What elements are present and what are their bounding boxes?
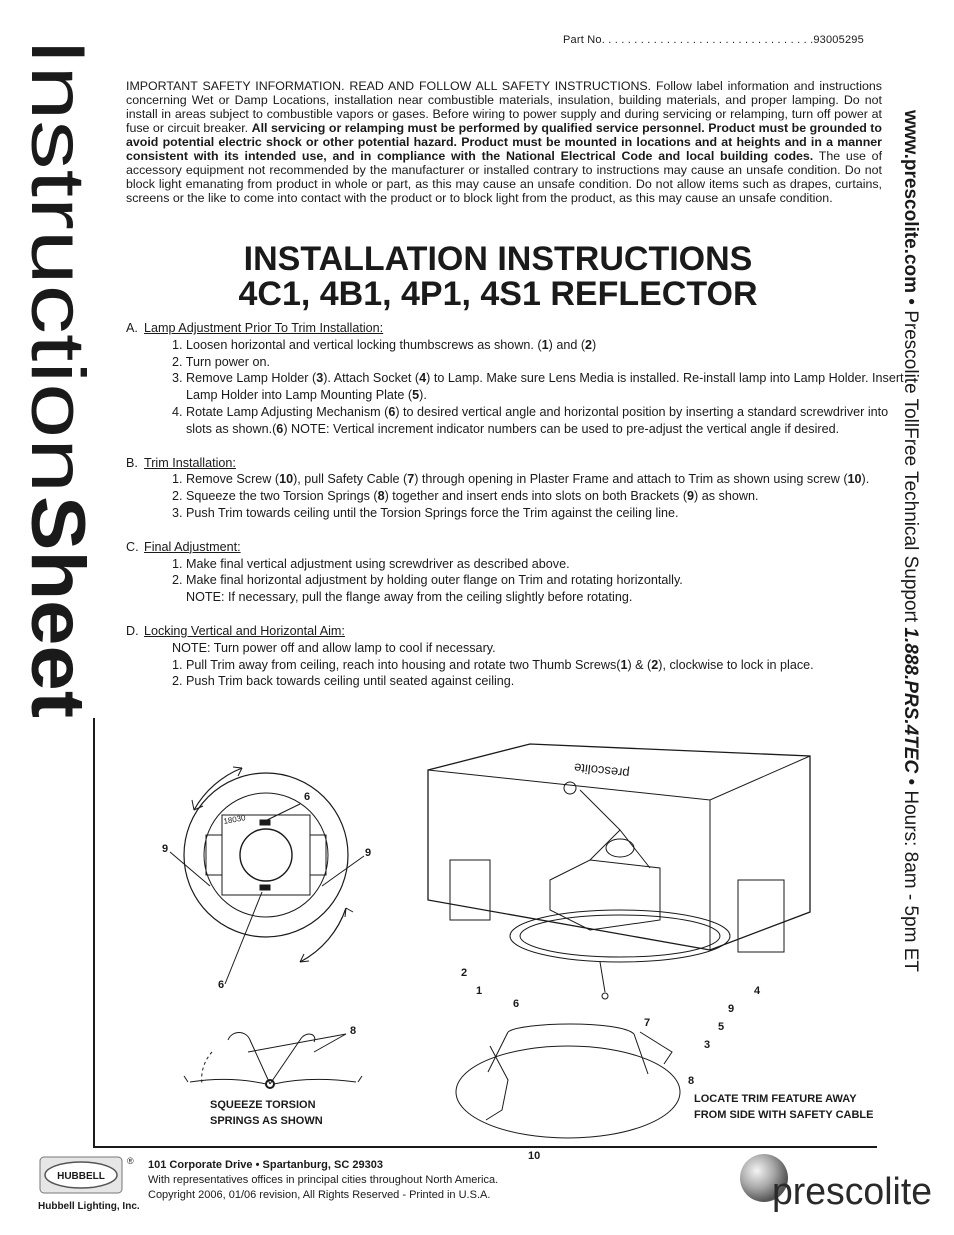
callout: 8 [350, 1025, 357, 1037]
section-title: Trim Installation: [144, 455, 236, 470]
callout: 10 [528, 1150, 541, 1162]
installation-diagram [150, 730, 910, 1162]
caption-springs-line1: SQUEEZE TORSION [210, 1099, 316, 1111]
website-link[interactable]: www.prescolite.com [900, 110, 921, 294]
caption-trim-line2: FROM SIDE WITH SAFETY CABLE [694, 1109, 874, 1121]
section-title: Final Adjustment: [144, 539, 241, 554]
section-letter: B. [126, 455, 138, 470]
step-a2: 2. Turn power on. [172, 354, 271, 369]
torsion-spring-detail [184, 1033, 362, 1089]
footer-info [148, 1158, 498, 1203]
registered-mark: ® [127, 1156, 134, 1166]
section-b-heading [126, 455, 906, 472]
housing-label: prescolite [573, 760, 631, 782]
callout: 3 [704, 1039, 711, 1051]
callout: 6 [513, 998, 520, 1010]
part-number-value: 93005295 [813, 34, 864, 46]
hubbell-company-name: Hubbell Lighting, Inc. [38, 1201, 140, 1212]
note-d: NOTE: Turn power off and allow lamp to cool if necessary. [172, 640, 496, 655]
callout: 7 [644, 1017, 651, 1029]
title-line-1: INSTALLATION INSTRUCTIONS [243, 240, 753, 278]
footer-address: 101 Corporate Drive • Spartanburg, SC 29303 [148, 1159, 383, 1171]
recessed-housing [428, 744, 810, 999]
section-letter: C. [126, 539, 139, 554]
hubbell-logo [38, 1155, 138, 1211]
callout: 9 [728, 1003, 735, 1015]
safety-text-2: The use of accessory equipment not recommended by the manufacturer or installed contrary to instructions may cause an unsafe condition. Do not block light emanating from product in whole or part, as this may cause an unsafe condition. Do not allow items such as drapes, curtains, screens or the like to come into contact with the product or to block light from the product, as this may cause an unsafe condition. [126, 149, 883, 205]
section-letter: D. [126, 623, 139, 638]
step-d1: 1. Pull Trim away from ceiling, reach into housing and rotate two Thumb Screws(1) & (2), clockwise to lock in place. [172, 657, 814, 672]
step-b2: 2. Squeeze the two Torsion Springs (8) together and insert ends into slots on both Brackets (9) as shown. [172, 489, 759, 504]
step-d2: 2. Push Trim back towards ceiling until seated against ceiling. [172, 674, 515, 689]
svg-text:Sheet [15, 496, 100, 718]
callout: 5 [718, 1021, 725, 1033]
callout: 4 [754, 985, 761, 997]
step-a3: 3. Remove Lamp Holder (3). Attach Socket (4) to Lamp. Make sure Lens Media is installed. Re-install lamp into Lamp Holder. Insert Lamp Holder into Lamp Mounting Plate (5). [172, 371, 904, 403]
callout: 8 [688, 1075, 695, 1087]
callout: 1 [476, 985, 483, 997]
brand-word-instruction: Instruction [15, 38, 100, 389]
trim-reflector [456, 1024, 680, 1138]
callout: 6 [218, 979, 225, 991]
safety-text-bold: All servicing or relamping must be performed by qualified service personnel. Product must be grounded to avoid potential electric shock or other potential hazard. Product must be mounted in locations and at heights and in a manner consistent with its intended use, and in compliance with the National Electrical Code and local building codes. [126, 121, 882, 163]
support-bullet: • [900, 773, 921, 791]
note-c: NOTE: If necessary, pull the flange away from the ceiling slightly before rotating. [186, 590, 633, 605]
section-d-heading [126, 623, 906, 640]
page-title [126, 242, 870, 312]
step-b3: 3. Push Trim towards ceiling until the Torsion Springs force the Trim against the ceiling line. [172, 505, 679, 520]
part-number-label: Part No. [563, 34, 605, 46]
support-label: • Prescolite TollFree Technical Support [900, 293, 921, 628]
section-title: Lamp Adjustment Prior To Trim Installation: [144, 321, 384, 335]
step-c1: 1. Make final vertical adjustment using screwdriver as described above. [172, 556, 570, 571]
top-view-trim [170, 767, 364, 984]
svg-text:Instruction [15, 38, 100, 493]
safety-information [126, 79, 882, 205]
frame-vertical-rule [93, 718, 95, 1148]
figure-captions [210, 1093, 873, 1127]
prescolite-logo [738, 1152, 938, 1218]
step-c2: 2. Make final horizontal adjustment by holding outer flange on Trim and rotating horizontally. [172, 573, 683, 588]
title-line-2: 4C1, 4B1, 4P1, 4S1 REFLECTOR [238, 275, 758, 313]
section-c-heading [126, 539, 906, 556]
safety-text-1: IMPORTANT SAFETY INFORMATION. READ AND FOLLOW ALL SAFETY INSTRUCTIONS. Follow label information and instructions concerning Wet or Damp Locations, installation near combustible materials, insulation, building materials, and proper lamping. Do not install in areas subject to combustible vapors or gases. Before wiring to power supply and during servicing or relamping, turn off power at fuse or circuit breaker. [126, 79, 882, 135]
part-number [563, 34, 864, 46]
support-hours: Hours: 8am - 5pm ET [900, 790, 921, 972]
footer-copyright: Copyright 2006, 01/06 revision, All Rights Reserved - Printed in U.S.A. [148, 1189, 491, 1201]
support-phone[interactable]: 1.888.PRS.4TEC [900, 627, 921, 774]
instruction-sections [126, 320, 906, 690]
callout: 6 [304, 791, 311, 803]
top-view-code: 18030 [222, 813, 247, 826]
section-title: Locking Vertical and Horizontal Aim: [144, 623, 345, 638]
callout: 9 [162, 843, 169, 855]
footer-representatives: With representatives offices in principal cities throughout North America. [148, 1174, 499, 1186]
brand-word-sheet: Sheet [15, 496, 100, 703]
section-a-heading [126, 320, 906, 337]
instruction-sheet-title [15, 30, 106, 720]
hubbell-logo-text: HUBBELL [57, 1171, 105, 1182]
callout: 9 [365, 847, 372, 859]
prescolite-wordmark: prescolite [772, 1171, 932, 1213]
section-letter: A. [126, 321, 138, 335]
caption-trim-line1: LOCATE TRIM FEATURE AWAY [694, 1093, 857, 1105]
step-b1: 1. Remove Screw (10), pull Safety Cable (7) through opening in Plaster Frame and attach to Trim as shown using screw (10). [172, 472, 870, 487]
caption-springs-line2: SPRINGS AS SHOWN [210, 1115, 323, 1127]
step-a1: 1. Loosen horizontal and vertical locking thumbscrews as shown. (1) and (2) [172, 337, 597, 352]
step-a4: 4. Rotate Lamp Adjusting Mechanism (6) to desired vertical angle and horizontal position by inserting a standard screwdriver into slots as shown.(6) NOTE: Vertical increment indicator numbers can be used to pre-adjust the vertical angle if desired. [172, 404, 889, 436]
callout: 2 [461, 967, 468, 979]
part-number-dots: . . . . . . . . . . . . . . . . . . . . . . . . . . . . . . . . [608, 34, 814, 46]
